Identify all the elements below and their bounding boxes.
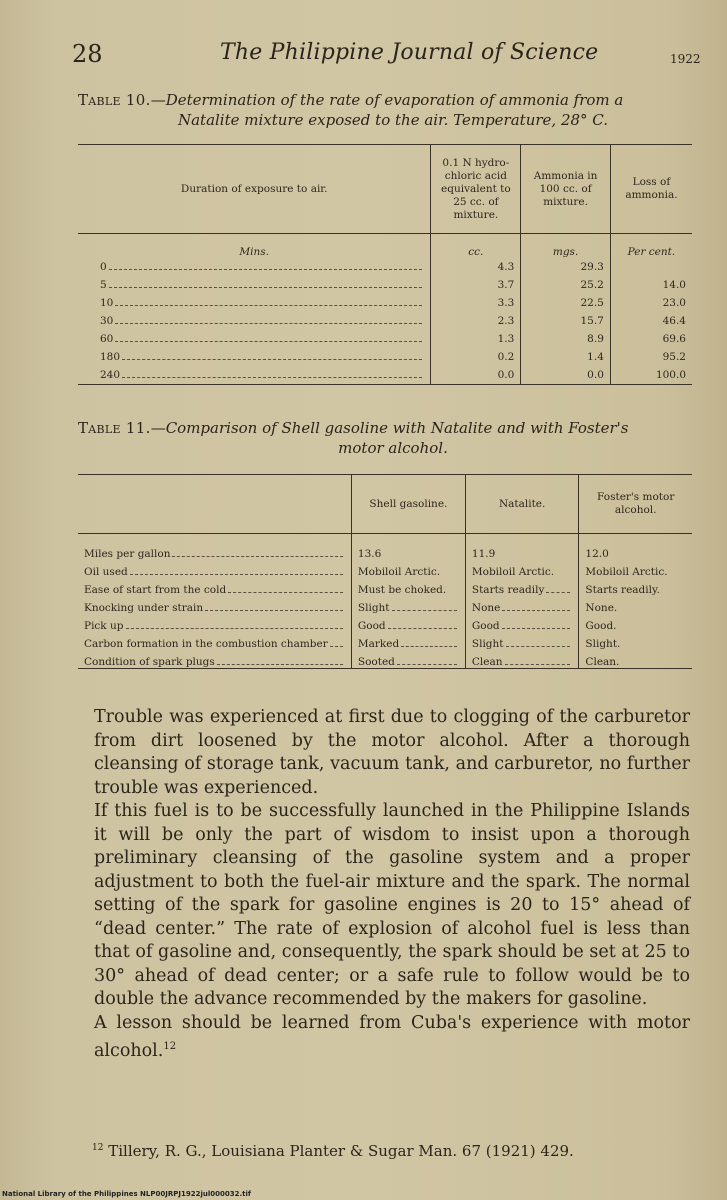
table10-cell-mins: 30 bbox=[100, 315, 114, 327]
table11-cell-item: Knocking under strain bbox=[84, 602, 204, 614]
table10-unit-cc: cc. bbox=[431, 234, 521, 259]
leader-wrap bbox=[358, 566, 459, 578]
table11-cell-item: Oil used bbox=[84, 566, 128, 578]
table11-header-natalite: Natalite. bbox=[465, 475, 579, 534]
leader-wrap bbox=[84, 584, 345, 596]
table11-cell-shell: Sooted bbox=[357, 656, 395, 668]
footnote-marker: 12 bbox=[92, 1143, 104, 1153]
table10-header-row bbox=[78, 145, 692, 234]
table11-caption bbox=[78, 418, 708, 458]
table11-cell-shell: 13.6 bbox=[357, 548, 382, 560]
leader-wrap bbox=[84, 548, 345, 560]
table10-cell-mins: 240 bbox=[100, 369, 121, 381]
leader-wrap bbox=[84, 638, 345, 650]
table11-cell-foster: Good. bbox=[585, 620, 617, 632]
table11-header-foster: Foster's motor alcohol. bbox=[579, 475, 692, 534]
dot-leader bbox=[126, 628, 343, 629]
table10-cell-loss bbox=[610, 258, 692, 276]
footnote-reference: 12 bbox=[163, 1041, 177, 1052]
paragraph-2: If this fuel is to be successfully launched in the Philippine Islands it will be only the part of wisdom to insist upon a thorough preliminary cleansing of the gasoline system and a proper adjustment to both the fuel-air mixture and the spark. The normal setting of the spark for gasoline engines is 20 to 15° ahead of “dead center.” The rate of explosion of alcohol fuel is less than that of gasoline and, consequently, the spark should be set at 25 to 30° ahead of dead center; or a safe rule to follow would be to double the advance recommended by the makers for gasoline. bbox=[94, 801, 690, 1009]
table11-label: Table 11. bbox=[78, 419, 151, 437]
table11-cell-natalite: Starts readily bbox=[471, 584, 545, 596]
page-number: 28 bbox=[72, 40, 103, 68]
table10 bbox=[78, 144, 692, 385]
leader-wrap bbox=[100, 369, 424, 381]
leader-wrap bbox=[84, 656, 345, 668]
table11 bbox=[78, 474, 692, 669]
leader-wrap bbox=[472, 584, 573, 596]
dot-leader bbox=[109, 269, 423, 270]
table11-cell-foster: Starts readily. bbox=[585, 584, 660, 596]
table11-row bbox=[78, 650, 692, 669]
dot-leader bbox=[506, 646, 571, 647]
leader-wrap bbox=[472, 566, 573, 578]
table10-cell-loss: 95.2 bbox=[610, 348, 692, 366]
footnote-text: Tillery, R. G., Louisiana Planter & Sugar Man. 67 (1921) 429. bbox=[108, 1142, 574, 1160]
table10-cell-ammonia: 25.2 bbox=[521, 276, 611, 294]
table10-cell-acid: 2.3 bbox=[431, 312, 521, 330]
dot-leader bbox=[228, 592, 343, 593]
table10-row bbox=[78, 312, 692, 330]
table11-cell-natalite: Good bbox=[471, 620, 500, 632]
dot-leader bbox=[388, 628, 457, 629]
dot-leader bbox=[217, 664, 343, 665]
table11-caption-line2: motor alcohol. bbox=[338, 439, 448, 457]
leader-wrap bbox=[472, 620, 573, 632]
paragraph-1: Trouble was experienced at first due to clogging of the carburetor from dirt loosened by the motor alcohol. After a thorough cleansing of storage tank, vacuum tank, and carburetor, no further trouble was experienced. bbox=[94, 707, 690, 798]
table10-row bbox=[78, 294, 692, 312]
table10-cell-loss: 100.0 bbox=[610, 366, 692, 385]
table10-header-acid: 0.1 N hydro-chloric acid equivalent to 25 cc. of mixture. bbox=[431, 145, 521, 234]
leader-wrap bbox=[472, 638, 573, 650]
table11-cell-item: Pick up bbox=[84, 620, 124, 632]
leader-wrap bbox=[472, 548, 573, 560]
leader-wrap bbox=[358, 656, 459, 668]
table10-cell-ammonia: 1.4 bbox=[521, 348, 611, 366]
table11-cell-foster: 12.0 bbox=[585, 548, 609, 560]
leader-wrap bbox=[358, 620, 459, 632]
leader-wrap bbox=[585, 602, 686, 614]
table10-row bbox=[78, 276, 692, 294]
dot-leader bbox=[505, 664, 571, 665]
leader-wrap bbox=[585, 638, 686, 650]
table10-label: Table 10. bbox=[78, 91, 151, 109]
leader-wrap bbox=[100, 297, 424, 309]
table11-row bbox=[78, 534, 692, 561]
table11-cell-natalite: None bbox=[471, 602, 501, 614]
table11-header-shell: Shell gasoline. bbox=[351, 475, 465, 534]
table10-cell-acid: 3.7 bbox=[431, 276, 521, 294]
table10-cell-ammonia: 29.3 bbox=[521, 258, 611, 276]
leader-wrap bbox=[585, 584, 686, 596]
table11-cell-foster: Mobiloil Arctic. bbox=[585, 566, 668, 578]
dot-leader bbox=[502, 628, 571, 629]
leader-wrap bbox=[358, 548, 459, 560]
leader-wrap bbox=[585, 548, 686, 560]
table11-cell-item: Condition of spark plugs bbox=[84, 656, 215, 668]
table11-cell-item: Miles per gallon bbox=[84, 548, 171, 560]
dot-leader bbox=[122, 377, 422, 378]
table10-row bbox=[78, 366, 692, 385]
table11-row bbox=[78, 614, 692, 632]
leader-wrap bbox=[358, 602, 459, 614]
leader-wrap bbox=[84, 602, 345, 614]
leader-wrap bbox=[472, 656, 573, 668]
table10-unit-mgs: mgs. bbox=[521, 234, 611, 259]
journal-title: The Philippine Journal of Science bbox=[220, 40, 599, 65]
dot-leader bbox=[397, 664, 457, 665]
table11-cell-foster: Slight. bbox=[585, 638, 621, 650]
table11-cell-shell: Mobiloil Arctic. bbox=[357, 566, 441, 578]
table11-cell-shell: Good bbox=[357, 620, 386, 632]
table10-caption bbox=[78, 90, 708, 130]
table10-cell-mins: 180 bbox=[100, 351, 121, 363]
leader-wrap bbox=[100, 315, 424, 327]
table11-cell-item: Ease of start from the cold bbox=[84, 584, 227, 596]
leader-wrap bbox=[100, 279, 424, 291]
paragraph-3-text: A lesson should be learned from Cuba's experience with motor alcohol. bbox=[94, 1012, 690, 1061]
leader-wrap bbox=[358, 638, 459, 650]
dot-leader bbox=[115, 305, 422, 306]
dot-leader bbox=[172, 556, 342, 557]
dot-leader bbox=[122, 359, 422, 360]
table10-cell-ammonia: 8.9 bbox=[521, 330, 611, 348]
dot-leader bbox=[130, 574, 343, 575]
table11-cell-shell: Slight bbox=[357, 602, 390, 614]
dot-leader bbox=[401, 646, 457, 647]
leader-wrap bbox=[100, 261, 424, 273]
table11-cell-shell: Must be choked. bbox=[357, 584, 447, 596]
dot-leader bbox=[502, 610, 570, 611]
leader-wrap bbox=[472, 602, 573, 614]
table11-cell-foster: Clean. bbox=[585, 656, 620, 668]
table11-cell-foster: None. bbox=[585, 602, 618, 614]
leader-wrap bbox=[585, 566, 686, 578]
table10-cell-ammonia: 22.5 bbox=[521, 294, 611, 312]
table10-cell-mins: 5 bbox=[100, 279, 107, 291]
dot-leader bbox=[109, 287, 423, 288]
table11-cell-natalite: 11.9 bbox=[471, 548, 496, 560]
table10-cell-acid: 3.3 bbox=[431, 294, 521, 312]
leader-wrap bbox=[100, 333, 424, 345]
table10-units-row bbox=[78, 234, 692, 259]
dot-leader bbox=[546, 592, 570, 593]
table10-cell-loss: 14.0 bbox=[610, 276, 692, 294]
table10-row bbox=[78, 330, 692, 348]
dot-leader bbox=[115, 323, 422, 324]
table10-cell-acid: 0.2 bbox=[431, 348, 521, 366]
table11-row bbox=[78, 596, 692, 614]
table11-row bbox=[78, 578, 692, 596]
table11-cell-natalite: Clean bbox=[471, 656, 503, 668]
table10-cell-acid: 0.0 bbox=[431, 366, 521, 385]
table11-caption-line1: —Comparison of Shell gasoline with Natalite and with Foster's bbox=[150, 419, 629, 437]
table10-cell-loss: 23.0 bbox=[610, 294, 692, 312]
table11-cell-shell: Marked bbox=[357, 638, 400, 650]
leader-wrap bbox=[84, 620, 345, 632]
leader-wrap bbox=[585, 656, 686, 668]
table10-caption-line2: Natalite mixture exposed to the air. Temperature, 28° C. bbox=[177, 111, 609, 129]
table10-header-duration: Duration of exposure to air. bbox=[78, 145, 431, 234]
table10-cell-mins: 60 bbox=[100, 333, 114, 345]
table10-row bbox=[78, 348, 692, 366]
table10-cell-ammonia: 0.0 bbox=[521, 366, 611, 385]
table10-cell-mins: 0 bbox=[100, 261, 107, 273]
paragraph-3 bbox=[94, 1012, 690, 1064]
scan-credit: National Library of the Philippines NLP00JRPJ1922jul000032.tif bbox=[2, 1190, 251, 1198]
year: 1922 bbox=[670, 52, 701, 66]
table11-cell-item: Carbon formation in the combustion chamber bbox=[84, 638, 328, 650]
table11-header-blank bbox=[78, 475, 351, 534]
table11-cell-natalite: Slight bbox=[471, 638, 504, 650]
dot-leader bbox=[392, 610, 457, 611]
footnote bbox=[92, 1142, 574, 1160]
dot-leader bbox=[115, 341, 422, 342]
table10-cell-acid: 1.3 bbox=[431, 330, 521, 348]
table11-row bbox=[78, 560, 692, 578]
table10-cell-ammonia: 15.7 bbox=[521, 312, 611, 330]
leader-wrap bbox=[585, 620, 686, 632]
table10-cell-loss: 46.4 bbox=[610, 312, 692, 330]
table10-header-loss: Loss of ammonia. bbox=[610, 145, 692, 234]
leader-wrap bbox=[84, 566, 345, 578]
dot-leader bbox=[205, 610, 343, 611]
dot-leader bbox=[330, 646, 343, 647]
table10-row bbox=[78, 258, 692, 276]
table10-caption-line1: —Determination of the rate of evaporation of ammonia from a bbox=[150, 91, 624, 109]
table10-cell-mins: 10 bbox=[100, 297, 114, 309]
table11-header-row bbox=[78, 475, 692, 534]
table10-cell-loss: 69.6 bbox=[610, 330, 692, 348]
table10-header-ammonia: Ammonia in 100 cc. of mixture. bbox=[521, 145, 611, 234]
leader-wrap bbox=[100, 351, 424, 363]
leader-wrap bbox=[358, 584, 459, 596]
table10-unit-mins: Mins. bbox=[239, 246, 270, 258]
table11-row bbox=[78, 632, 692, 650]
body-text bbox=[94, 706, 690, 1063]
table10-unit-percent: Per cent. bbox=[610, 234, 692, 259]
table11-cell-natalite: Mobiloil Arctic. bbox=[471, 566, 555, 578]
table10-cell-acid: 4.3 bbox=[431, 258, 521, 276]
